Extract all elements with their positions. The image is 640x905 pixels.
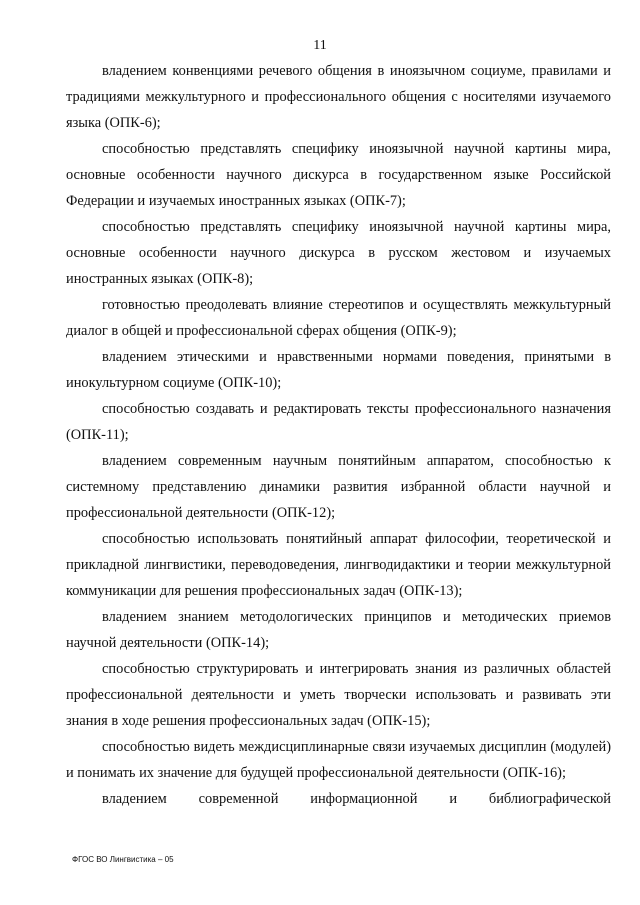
paragraph-opk-15: способностью структурировать и интегрировать знания из различных областей профессиональной деятельности и уметь творчески использовать и развивать эти знания в ходе решения профессиональных задач (ОПК-15); <box>66 661 611 729</box>
paragraph-opk-16: способностью видеть междисциплинарные связи изучаемых дисциплин (модулей) и понимать их значение для будущей профессиональной деятельности (ОПК-16); <box>66 739 611 781</box>
paragraph-opk-14: владением знанием методологических принципов и методических приемов научной деятельности (ОПК-14); <box>66 609 611 651</box>
page-number: 11 <box>313 38 327 53</box>
paragraph-opk-7: способностью представлять специфику иноязычной научной картины мира, основные особенности научного дискурса в государственном языке Российской Федерации и изучаемых иностранных языках (ОПК-7); <box>66 141 611 209</box>
paragraph-opk-6: владением конвенциями речевого общения в иноязычном социуме, правилами и традициями межкультурного и профессионального общения с носителями изучаемого языка (ОПК-6); <box>66 63 611 131</box>
paragraph-opk-13: способностью использовать понятийный аппарат философии, теоретической и прикладной лингвистики, переводоведения, лингводидактики и теории межкультурной коммуникации для решения профессиональных задач (ОПК-13); <box>66 531 611 599</box>
paragraph-opk-10: владением этическими и нравственными нормами поведения, принятыми в инокультурном социуме (ОПК-10); <box>66 349 611 391</box>
paragraph-opk-8: способностью представлять специфику иноязычной научной картины мира, основные особенности научного дискурса в русском жестовом и изучаемых иностранных языках (ОПК-8); <box>66 219 611 287</box>
paragraph-opk-11: способностью создавать и редактировать тексты профессионального назначения (ОПК-11); <box>66 401 611 443</box>
paragraph-opk-12: владением современным научным понятийным аппаратом, способностью к системному представлению динамики развития избранной области научной и профессиональной деятельности (ОПК-12); <box>66 453 611 521</box>
paragraph-continued: владением современной информационной и библиографической <box>102 791 611 807</box>
paragraph-opk-9: готовностью преодолевать влияние стереотипов и осуществлять межкультурный диалог в общей и профессиональной сферах общения (ОПК-9); <box>66 297 611 339</box>
document-body <box>66 58 611 812</box>
footer-note: ФГОС ВО Лингвистика – 05 <box>72 855 174 864</box>
